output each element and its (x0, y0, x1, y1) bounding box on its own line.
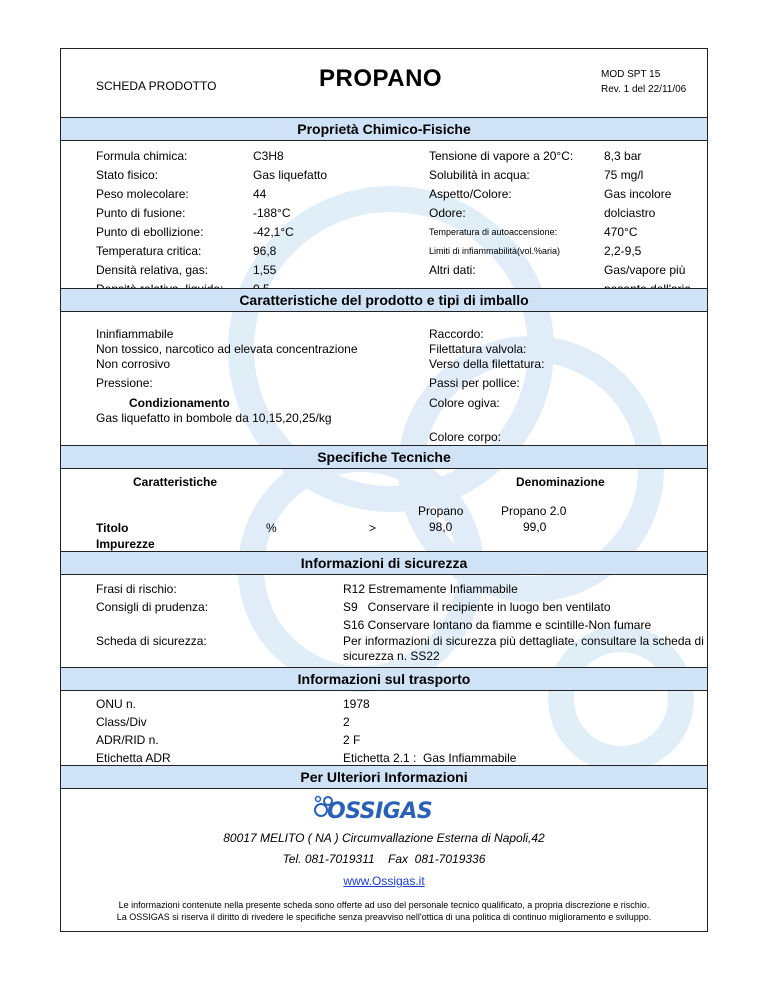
chem-value: 75 mg/l (604, 168, 644, 182)
transport-value: 1978 (343, 697, 370, 711)
spec-col-propano-2: Propano 2.0 (501, 504, 567, 518)
safety-sheet-text-2: sicurezza n. SS22 (343, 649, 440, 663)
section-transport-title: Informazioni sul trasporto (61, 667, 707, 691)
transport-value: 2 F (343, 733, 361, 747)
pack-tpi-label: Passi per pollice: (429, 376, 520, 390)
chem-label: Punto di ebollizione: (96, 225, 204, 239)
risk-phrases-label: Frasi di rischio: (96, 582, 177, 596)
section-safety-title: Informazioni di sicurezza (61, 551, 707, 575)
chem-value: dolciastro (604, 206, 656, 220)
prudence-s16: S16 Conservare lontano da fiamme e scintille-Non fumare (343, 618, 652, 632)
chem-value: 8,3 bar (604, 149, 642, 163)
pack-connector-label: Raccordo: (429, 327, 484, 341)
chem-label: Temperatura critica: (96, 244, 202, 258)
chem-label: Solubilità in acqua: (429, 168, 530, 182)
section-pack-title: Caratteristiche del prodotto e tipi di imballo (61, 288, 707, 312)
disclaimer-line-2: La OSSIGAS si riserva il diritto di rivedere le specifiche senza preavviso nell'ottica di una politica di continuo miglioramento e sviluppo. (116, 912, 652, 922)
chem-value: 96,8 (253, 244, 277, 258)
sheet-type: SCHEDA PRODOTTO (96, 79, 217, 93)
transport-label: Etichetta ADR (96, 751, 171, 765)
revision: Rev. 1 del 22/11/06 (601, 84, 687, 95)
chem-label: Stato fisico: (96, 168, 159, 182)
chem-value: 44 (253, 187, 267, 201)
mod-code: MOD SPT 15 (601, 69, 661, 80)
chem-value: 470°C (604, 225, 638, 239)
chem-label: Peso molecolare: (96, 187, 189, 201)
pack-pressure-label: Pressione: (96, 376, 153, 390)
logo-wordmark: OSSIGAS (327, 799, 433, 824)
pack-body-color-label: Colore corpo: (429, 430, 502, 444)
transport-value: 2 (343, 715, 350, 729)
spec-col-propano: Propano (418, 504, 464, 518)
chem-label: Odore: (429, 206, 466, 220)
spec-title-row: Titolo (96, 521, 129, 535)
safety-sheet-text-1: Per informazioni di sicurezza più dettagliate, consultare la scheda di (343, 634, 704, 648)
prudence-label: Consigli di prudenza: (96, 600, 209, 614)
disclaimer-line-1: Le informazioni contenute nella presente scheda sono offerte ad uso del personale tecnico qualificato, a propria discrezione e rischio. (118, 900, 650, 910)
prudence-s9: S9 Conservare il recipiente in luogo ben ventilato (343, 600, 611, 614)
spec-denomination-header: Denominazione (516, 475, 605, 489)
chem-label: Punto di fusione: (96, 206, 186, 220)
spec-value-propano-2: 99,0 (523, 520, 547, 534)
chem-label: Temperatura di autoaccensione: (429, 227, 558, 237)
company-website-link[interactable]: www.Ossigas.it (343, 874, 425, 888)
safety-sheet-label: Scheda di sicurezza: (96, 634, 207, 648)
chem-value: -42,1°C (253, 225, 294, 239)
pack-line: Non corrosivo (96, 357, 171, 371)
product-title: PROPANO (319, 65, 443, 92)
transport-value: Etichetta 2.1 : Gas Infiammabile (343, 751, 517, 765)
chem-label: Formula chimica: (96, 149, 188, 163)
chem-value: Gas/vapore più (604, 263, 686, 277)
chem-value: Gas incolore (604, 187, 672, 201)
product-sheet (60, 48, 708, 932)
company-address: 80017 MELITO ( NA ) Circumvallazione Esterna di Napoli,42 (223, 831, 545, 845)
risk-phrase: R12 Estremamente Infiammabile (343, 582, 518, 596)
spec-characteristics-header: Caratteristiche (133, 475, 218, 489)
spec-unit: % (266, 521, 277, 535)
chem-label: Tensione di vapore a 20°C: (429, 149, 574, 163)
chem-value: -188°C (253, 206, 291, 220)
transport-label: Class/Div (96, 715, 147, 729)
section-more-title: Per Ulteriori Informazioni (61, 765, 707, 789)
chem-value: 2,2-9,5 (604, 244, 642, 258)
pack-gas-line: Gas liquefatto in bombole da 10,15,20,25/kg (96, 411, 332, 425)
chem-label: Densità relativa, gas: (96, 263, 209, 277)
spec-value-propano: 98,0 (429, 520, 453, 534)
pack-thread-label: Filettatura valvola: (429, 342, 527, 356)
transport-label: ONU n. (96, 697, 137, 711)
spec-operator: > (369, 521, 377, 535)
pack-line: Non tossico, narcotico ad elevata concentrazione (96, 342, 358, 356)
company-phone-fax: Tel. 081-7019311 Fax 081-7019336 (282, 852, 486, 866)
chem-value: Gas liquefatto (253, 168, 328, 182)
chem-label: Limiti di infiammabilità(vol.%aria) (429, 246, 561, 256)
pack-thread-direction-label: Verso della filettatura: (429, 357, 545, 371)
chem-label: Altri dati: (429, 263, 476, 277)
section-spec-title: Specifiche Tecniche (61, 445, 707, 469)
pack-line: Ininfiammabile (96, 327, 174, 341)
pack-conditioning-title: Condizionamento (129, 396, 230, 410)
pack-ogive-color-label: Colore ogiva: (429, 396, 500, 410)
section-chem-title: Proprietà Chimico-Fisiche (61, 117, 707, 141)
chem-label: Aspetto/Colore: (429, 187, 512, 201)
chem-value: C3H8 (253, 149, 284, 163)
chem-value: 1,55 (253, 263, 277, 277)
spec-impurities-row: Impurezze (96, 537, 155, 551)
transport-label: ADR/RID n. (96, 733, 159, 747)
